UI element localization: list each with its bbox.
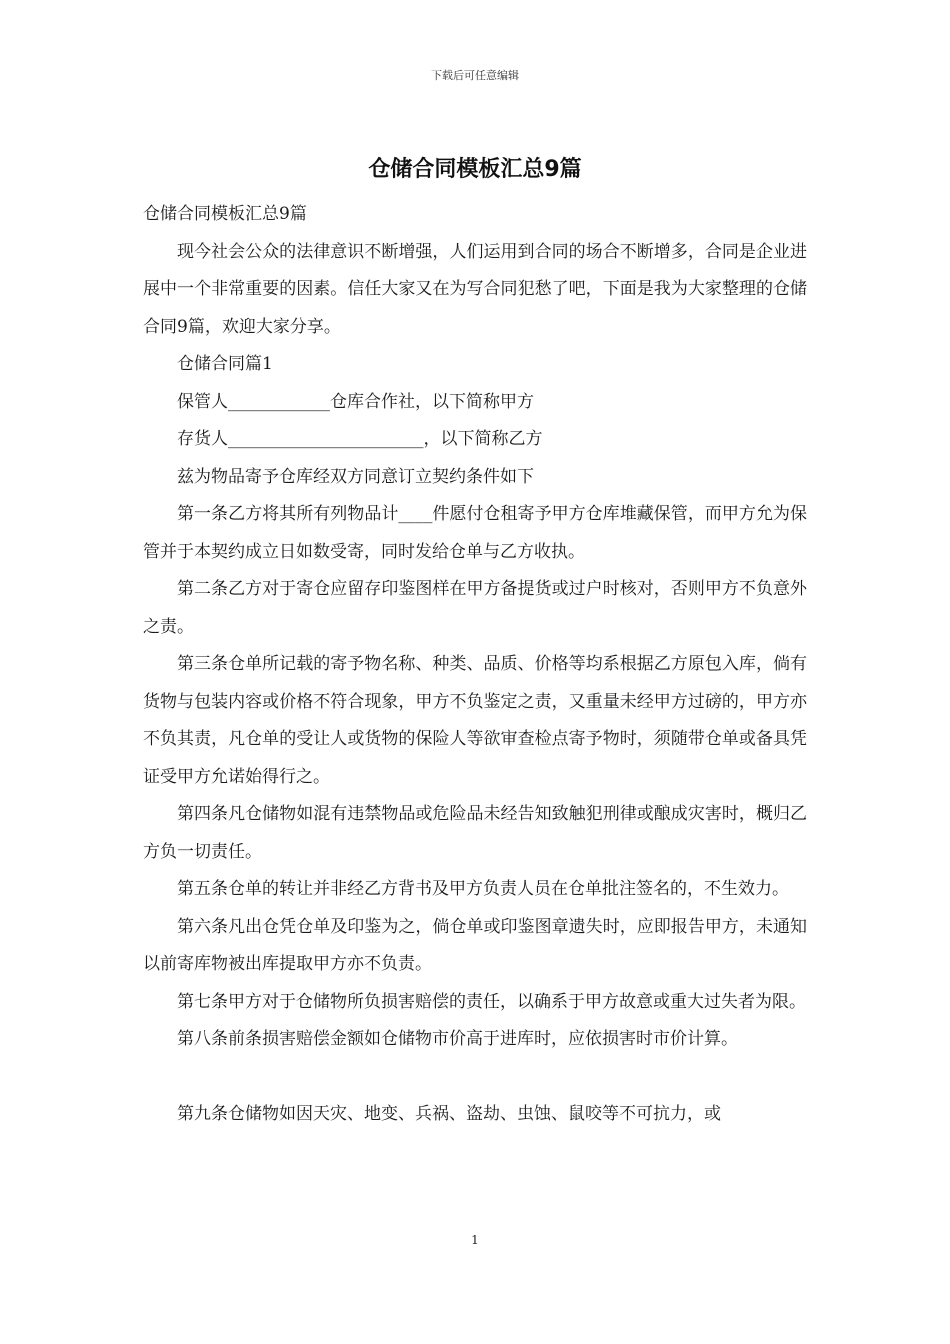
page-header-note: 下载后可任意编辑 xyxy=(431,69,519,82)
article-7: 第七条甲方对于仓储物所负损害赔偿的责任，以确系于甲方故意或重大过失者为限。 xyxy=(177,991,806,1012)
custodian-line: 保管人____________仓库合作社，以下简称甲方 xyxy=(177,391,534,412)
article-4: 第四条凡仓储物如混有违禁物品或危险品未经告知致触犯刑律或酿成灾害时，概归乙方负一切责任。 xyxy=(143,804,807,862)
article-6: 第六条凡出仓凭仓单及印鉴为之，倘仓单或印鉴图章遗失时，应即报告甲方，未通知以前寄库物被出库提取甲方亦不负责。 xyxy=(143,916,807,974)
article-8: 第八条前条损害赔偿金额如仓储物市价高于进库时，应依损害时市价计算。 xyxy=(177,1029,738,1049)
page-number: 1 xyxy=(471,1233,479,1247)
document-subtitle: 仓储合同模板汇总9篇 xyxy=(143,204,307,224)
document-title: 仓储合同模板汇总9篇 xyxy=(368,157,582,182)
document-body xyxy=(143,196,807,1133)
article-3: 第三条仓单所记载的寄予物名称、种类、品质、价格等均系根据乙方原包入库，倘有货物与包装内容或价格不符合现象，甲方不负鉴定之责，又重量未经甲方过磅的，甲方亦不负其责，凡仓单的受让人或货物的保险人等欲审查检点寄予物时，须随带仓单或备具凭证受甲方允诺始得行之。 xyxy=(143,654,807,787)
preamble-line: 兹为物品寄予仓库经双方同意订立契约条件如下 xyxy=(177,466,534,487)
intro-paragraph: 现今社会公众的法律意识不断增强，人们运用到合同的场合不断增多，合同是企业进展中一个非常重要的因素。信任大家又在为写合同犯愁了吧，下面是我为大家整理的仓储合同9篇，欢迎大家分享。 xyxy=(143,241,807,337)
article-2: 第二条乙方对于寄仓应留存印鉴图样在甲方备提货或过户时核对，否则甲方不负意外之责。 xyxy=(143,579,807,637)
article-5: 第五条仓单的转让并非经乙方背书及甲方负责人员在仓单批注签名的，不生效力。 xyxy=(177,879,789,899)
section-heading: 仓储合同篇1 xyxy=(177,354,273,374)
article-9: 第九条仓储物如因天灾、地变、兵祸、盗劫、虫蚀、鼠咬等不可抗力，或 xyxy=(177,1103,721,1124)
article-1: 第一条乙方将其所有列物品计____件愿付仓租寄予甲方仓库堆藏保管，而甲方允为保管并于本契约成立日如数受寄，同时发给仓单与乙方收执。 xyxy=(143,504,807,562)
depositor-line: 存货人_______________________，以下简称乙方 xyxy=(177,429,543,449)
